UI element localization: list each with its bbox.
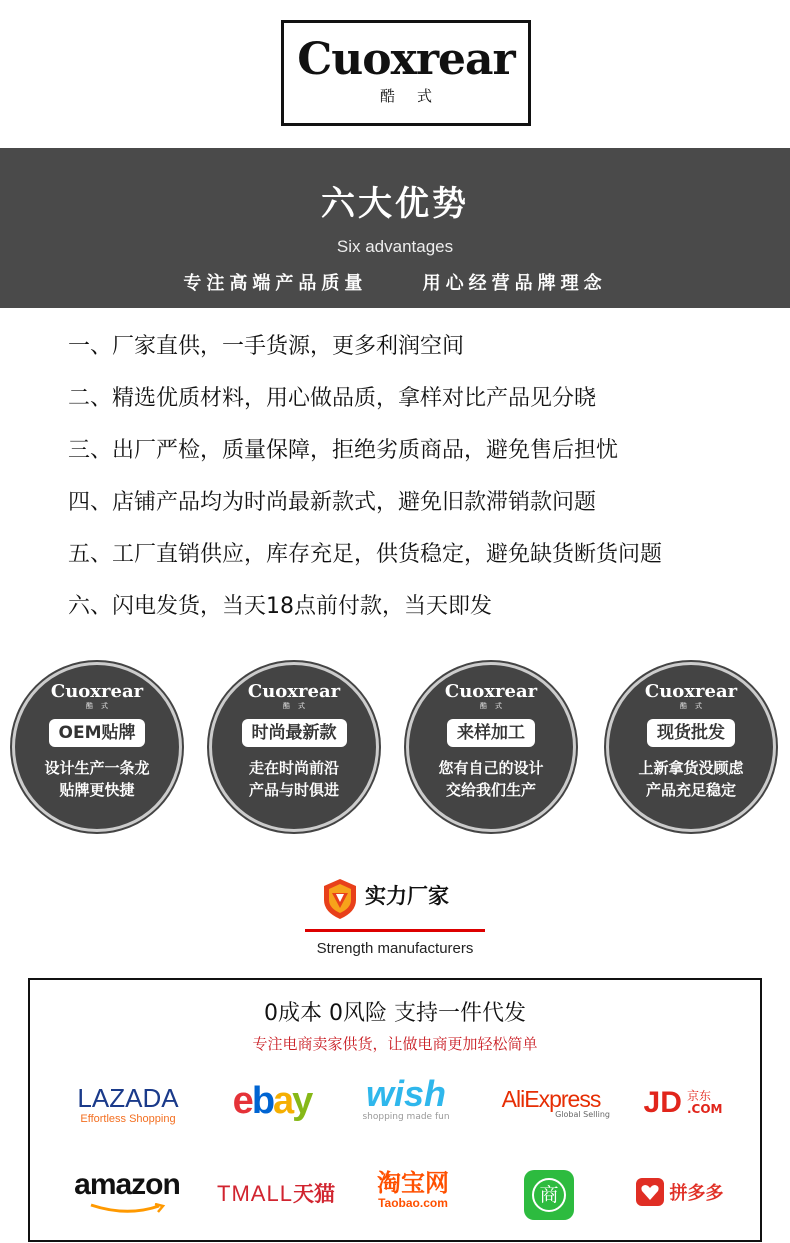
ebay-name: ebay [232, 1080, 312, 1122]
circle-line: 走在时尚前沿 [248, 759, 339, 777]
tmall-cn: 天猫 [292, 1182, 335, 1206]
aliexpress-name: AliExpress [501, 1086, 601, 1112]
wish-name: wish [365, 1073, 446, 1114]
amazon-smile-icon [87, 1203, 167, 1215]
aliexpress-tagline: Global Selling [555, 1110, 610, 1119]
circle-line: 交给我们生产 [445, 781, 536, 799]
taobao-cn: 淘宝网 [377, 1169, 449, 1197]
circle-line: 贴牌更快捷 [59, 781, 135, 799]
jd-cn: 京东 [686, 1089, 711, 1103]
amazon-logo [62, 1170, 192, 1219]
circle-oem [12, 662, 182, 832]
circle-stock [606, 662, 776, 832]
banner-tagline [0, 269, 790, 295]
tmall-logo [215, 1178, 337, 1208]
platforms-title: 0成本 0风险 支持一件代发 [264, 1001, 526, 1026]
circle-logo: Cuoxrear [247, 681, 341, 702]
circle-label: 现货批发 [647, 719, 735, 747]
taobao-logo [363, 1170, 463, 1210]
shield-icon [322, 878, 358, 920]
aliexpress-logo [492, 1088, 610, 1119]
list-item: 四、店铺产品均为时尚最新款式，避免旧款滞销款问题 [68, 490, 597, 515]
circle-line: 上新拿货没顾虑 [638, 759, 744, 777]
circle-label: 来样加工 [447, 719, 535, 747]
circle-label: OEM贴牌 [49, 719, 146, 747]
service-circles [0, 660, 790, 835]
wish-logo [356, 1073, 456, 1122]
pdd-icon [636, 1178, 664, 1206]
platforms-subtitle: 专注电商卖家供货，让做电商更加轻松简单 [252, 1035, 538, 1053]
jd-name: JD [643, 1086, 682, 1119]
list-item: 二、精选优质材料，用心做品质，拿样对比产品见分晓 [68, 386, 597, 411]
advantages-list [68, 330, 768, 642]
ebay-logo [222, 1080, 322, 1123]
shang-glyph: 商 [532, 1178, 566, 1212]
taobao-en: Taobao.com [378, 1196, 448, 1210]
lazada-logo [68, 1084, 188, 1126]
banner-subtitle: Six advantages [336, 237, 454, 256]
lazada-name: LAZADA [77, 1083, 179, 1113]
shang-icon [524, 1170, 574, 1220]
tagline-right: 用心经营品牌理念 [422, 273, 607, 294]
tagline-left: 专注高端产品质量 [183, 273, 368, 294]
circle-sample [406, 662, 576, 832]
circle-line: 设计生产一条龙 [44, 759, 150, 777]
circle-line: 产品与时俱进 [248, 781, 339, 799]
circle-logo: Cuoxrear [444, 681, 538, 702]
brand-logo [281, 20, 531, 126]
list-item: 三、出厂严检，质量保障，拒绝劣质商品，避免售后担忧 [68, 438, 619, 463]
circle-logo: Cuoxrear [644, 681, 738, 702]
circle-logo-chinese: 酷式 [283, 702, 313, 710]
circle-logo-chinese: 酷式 [480, 702, 510, 710]
shang-app-logo [524, 1170, 576, 1220]
strength-subtitle: Strength manufacturers [316, 940, 474, 957]
list-item: 一、厂家直供，一手货源，更多利润空间 [68, 334, 465, 359]
circle-label: 时尚最新款 [242, 719, 347, 747]
strength-header [305, 872, 485, 962]
list-item: 六、闪电发货，当天18点前付款，当天即发 [68, 594, 492, 619]
strength-title: 实力厂家 [365, 884, 449, 908]
tmall-name: TMALL [217, 1181, 293, 1206]
lazada-tagline: Effortless Shopping [80, 1113, 176, 1125]
circle-logo-chinese: 酷式 [680, 702, 710, 710]
brand-name: Cuoxrear [297, 34, 515, 85]
pdd-name: 拼多多 [669, 1183, 724, 1204]
jd-com: .COM [686, 1102, 723, 1116]
banner-title: 六大优势 [321, 184, 469, 224]
circle-line: 您有自己的设计 [438, 759, 544, 777]
amazon-name: amazon [74, 1168, 180, 1201]
wish-tagline: shopping made fun [362, 1112, 450, 1122]
circle-fashion [209, 662, 379, 832]
advantages-banner [0, 148, 790, 308]
strength-divider [305, 929, 485, 932]
circle-line: 产品充足稳定 [645, 781, 736, 799]
circle-logo-chinese: 酷式 [86, 702, 116, 710]
pdd-logo [630, 1178, 730, 1206]
jd-logo [638, 1086, 728, 1120]
platforms-box [28, 978, 762, 1242]
list-item: 五、工厂直销供应，库存充足，供货稳定，避免缺货断货问题 [68, 542, 663, 567]
circle-logo: Cuoxrear [50, 681, 144, 702]
brand-chinese: 酷式 [379, 87, 454, 105]
